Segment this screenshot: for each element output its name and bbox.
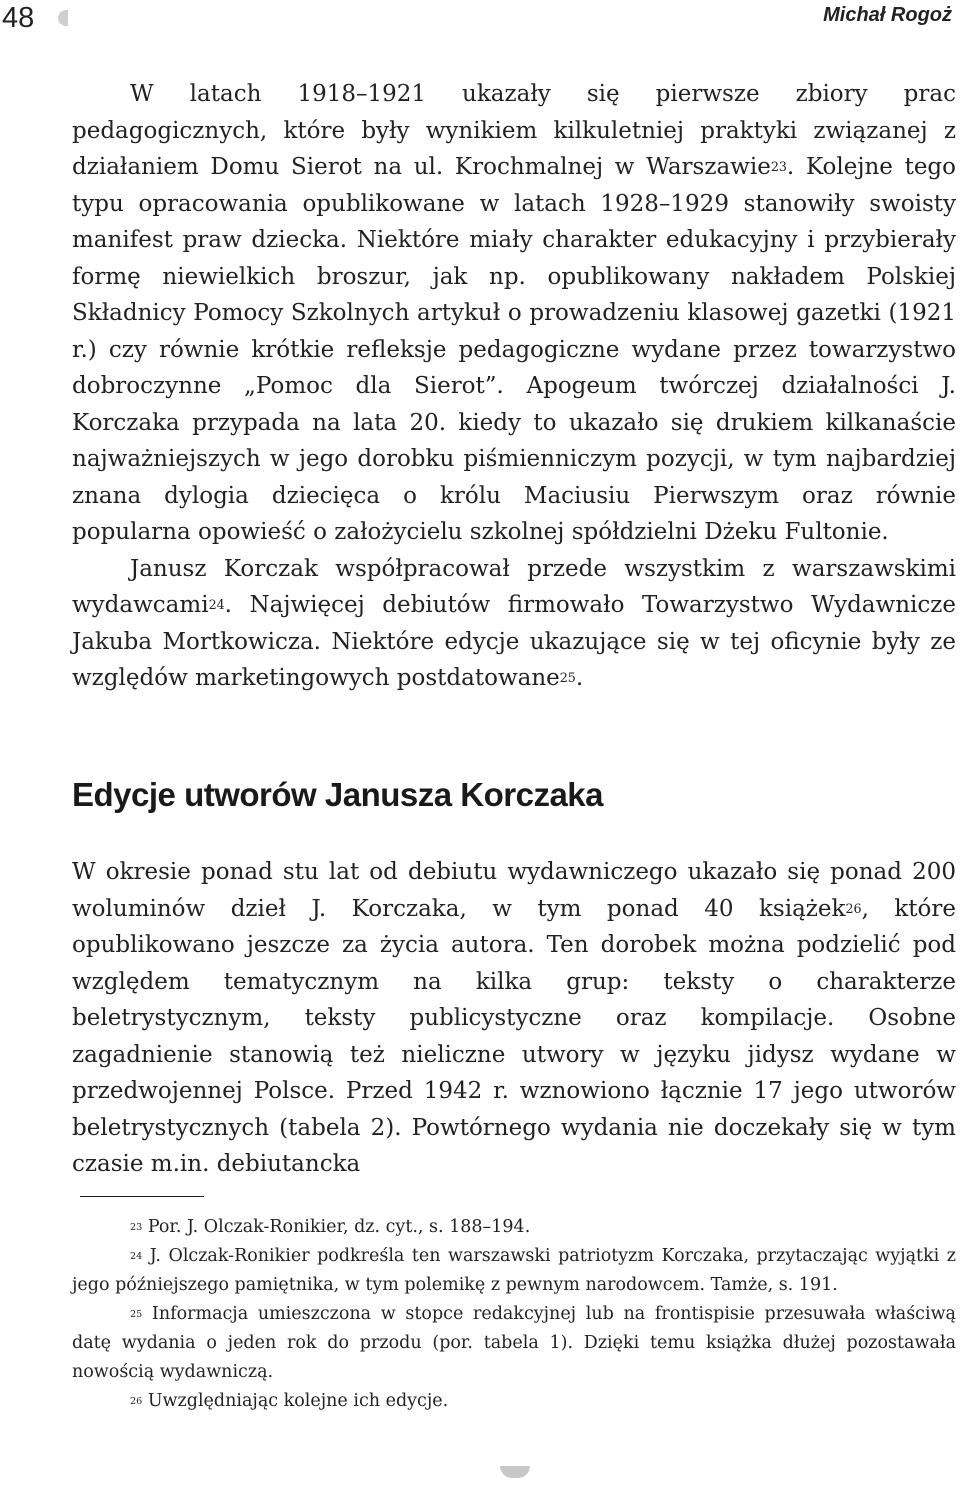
footnote-number: 25	[130, 1309, 143, 1321]
page-number: 48	[2, 2, 35, 34]
footnote-ref: 23	[770, 159, 787, 175]
page-marker-icon	[58, 10, 68, 26]
section-text	[72, 854, 956, 1183]
page-bottom-marker-icon	[500, 1466, 530, 1478]
paragraph: W okresie ponad stu lat od debiutu wydawniczego ukazało się ponad 200 woluminów dzieł J. Korczaka, w tym ponad 40 książek$^{26}$, które opublikowano jeszcze za życia autora. Ten dorobek można podzielić pod względem tematycznym na kilka grup: teksty o charakterze beletrystycznym, teksty publicystyczne oraz kompilacje. Osobne zagadnienie stanowią też nieliczne utwory w języku jidysz wydane w przedwojennej Polsce. Przed 1942 r. wznowiono łącznie 17 jego utworów beletrystycznych (tabela 2). Powtórnego wydania nie doczekały się w tym czasie m.in. debiutancka	[72, 859, 956, 1177]
intro-text	[72, 76, 956, 697]
footnotes	[72, 1213, 956, 1416]
section-heading: Edycje utworów Janusza Korczaka	[72, 776, 604, 813]
footnote: $^{23}$ Por. J. Olczak-Ronikier, dz. cyt., s. 188–194.	[130, 1217, 531, 1237]
footnote-number: 24	[130, 1251, 143, 1263]
footnote-number: 26	[130, 1396, 143, 1408]
paragraph: W latach 1918–1921 ukazały się pierwsze zbiory prac pedagogicznych, które były wynikiem kilkuletniej praktyki związanej z działaniem Domu Sierot na ul. Krochmalnej w Warszawie$^{23}$. Kolejne tego typu opracowania opublikowane w latach 1928–1929 stanowiły swoisty manifest praw dziecka. Niektóre miały charakter edukacyjny i przybierały formę niewielkich broszur, jak np. opublikowany nakładem Polskiej Składnicy Pomocy Szkolnych artykuł o prowadzeniu klasowej gazetki (1921 r.) czy równie krótkie refleksje pedagogiczne wydane przez towarzystwo dobroczynne „Pomoc dla Sierot”. Apogeum twórczej działalności J. Korczaka przypada na lata 20. kiedy to ukazało się drukiem kilkanaście najważniejszych w jego dorobku piśmienniczym pozycji, w tym najbardziej znana dylogia dziecięca o królu Maciusiu Pierwszym oraz równie popularna opowieść o założycielu szkolnej spółdzielni Dżeku Fultonie.	[72, 81, 957, 545]
footnote: $^{24}$ J. Olczak-Ronikier podkreśla ten warszawski patriotyzm Korczaka, przytaczając wyjątki z jego późniejszego pamiętnika, w tym polemikę z pewnym narodowcem. Tamże, s. 191.	[72, 1246, 956, 1295]
footnote-ref: 24	[208, 597, 225, 613]
footnote-ref: 26	[845, 900, 862, 916]
page-header	[0, 0, 960, 40]
running-head-author: Michał Rogoż	[823, 4, 952, 26]
footnote: $^{26}$ Uwzględniając kolejne ich edycje.	[130, 1391, 449, 1411]
paragraph: Janusz Korczak współpracował przede wszystkim z warszawskimi wydawcami$^{24}$. Najwięcej debiutów firmowało Towarzystwo Wydawnicze Jakuba Mortkowicza. Niektóre edycje ukazujące się w tej oficynie były ze względów marketingowych postdatowane$^{25}$.	[72, 555, 956, 691]
footnote-ref: 25	[559, 670, 576, 686]
footnote-number: 23	[130, 1222, 143, 1234]
footnote: $^{25}$ Informacja umieszczona w stopce redakcyjnej lub na frontispisie przesuwała właściwą datę wydania o jeden rok do przodu (por. tabela 1). Dzięki temu książka dłużej pozostawała nowością wydawniczą.	[72, 1304, 956, 1382]
footnote-divider	[80, 1196, 204, 1197]
